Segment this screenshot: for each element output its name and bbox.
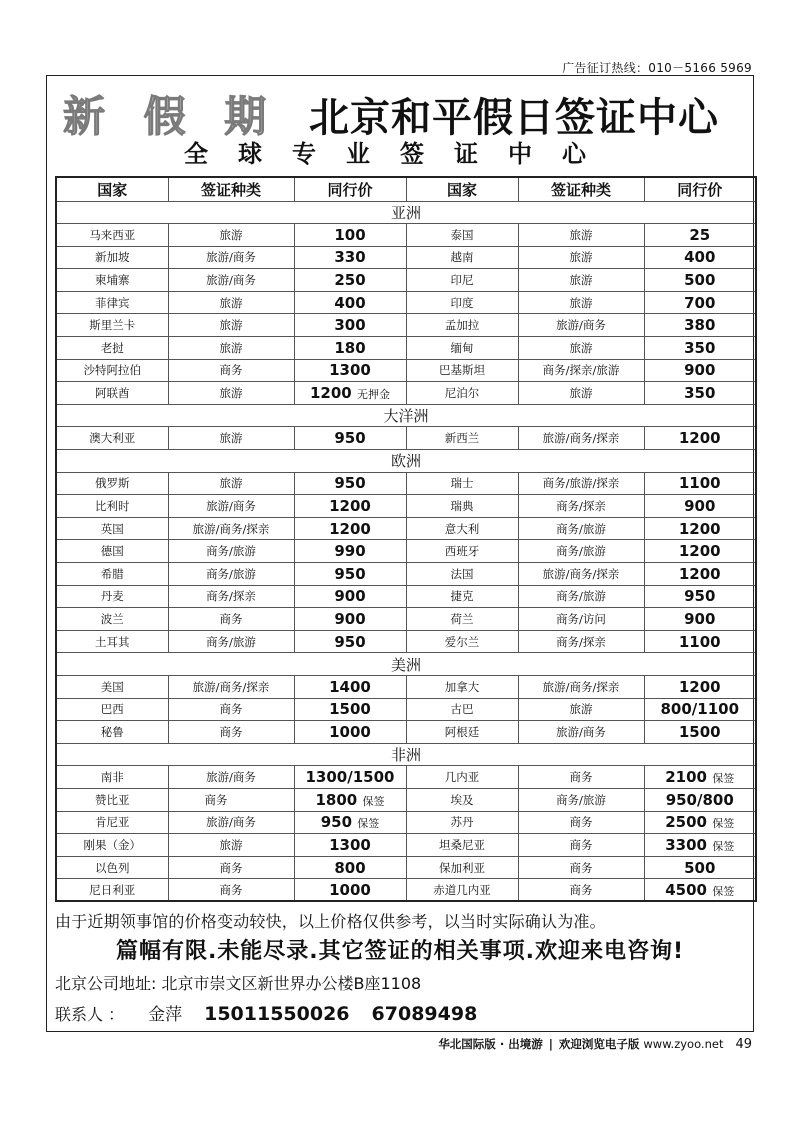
advertisement-frame bbox=[46, 75, 754, 1032]
visa-type-cell: 旅游 bbox=[518, 698, 644, 721]
visa-type-cell: 商务/旅游 bbox=[518, 585, 644, 608]
price-cell bbox=[644, 517, 756, 540]
price-value: 1500 bbox=[678, 722, 721, 741]
table-row bbox=[56, 788, 756, 811]
price-cell bbox=[644, 585, 756, 608]
country-cell: 印度 bbox=[406, 291, 518, 314]
table-row bbox=[56, 766, 756, 789]
price-value: 3300 bbox=[665, 835, 707, 854]
visa-type-cell: 商务 bbox=[168, 608, 294, 631]
visa-type-cell: 商务 bbox=[168, 788, 294, 811]
country-cell: 巴基斯坦 bbox=[406, 359, 518, 382]
price-cell bbox=[294, 427, 406, 450]
price-value: 4500 bbox=[665, 880, 707, 899]
country-cell: 埃及 bbox=[406, 788, 518, 811]
price-note: 保签 bbox=[712, 839, 735, 853]
country-cell: 英国 bbox=[56, 517, 168, 540]
price-value: 250 bbox=[334, 271, 366, 290]
header-price: 同行价 bbox=[294, 177, 406, 201]
table-row bbox=[56, 291, 756, 314]
price-cell bbox=[294, 314, 406, 337]
price-cell bbox=[294, 766, 406, 789]
visa-type-cell: 商务/旅游 bbox=[518, 788, 644, 811]
price-cell bbox=[644, 879, 756, 902]
visa-type-cell: 旅游/商务 bbox=[168, 811, 294, 834]
visa-type-cell: 旅游 bbox=[168, 224, 294, 247]
country-cell: 捷克 bbox=[406, 585, 518, 608]
table-row bbox=[56, 563, 756, 586]
price-value: 1200 bbox=[678, 519, 721, 538]
region-label: 亚洲 bbox=[56, 201, 756, 224]
table-row bbox=[56, 630, 756, 653]
price-cell bbox=[294, 472, 406, 495]
price-value: 330 bbox=[334, 248, 366, 267]
visa-type-cell: 商务/旅游 bbox=[518, 540, 644, 563]
country-cell: 印尼 bbox=[406, 269, 518, 292]
visa-type-cell: 旅游/商务 bbox=[168, 495, 294, 518]
table-row bbox=[56, 540, 756, 563]
price-value: 2100 bbox=[665, 768, 707, 787]
region-row bbox=[56, 201, 756, 224]
visa-type-cell: 旅游 bbox=[518, 291, 644, 314]
price-cell bbox=[644, 698, 756, 721]
table-row bbox=[56, 269, 756, 292]
price-cell bbox=[644, 721, 756, 744]
price-value: 1200 bbox=[329, 519, 371, 538]
price-value: 1200 bbox=[678, 564, 721, 583]
price-cell bbox=[294, 563, 406, 586]
price-value: 950 bbox=[334, 429, 366, 448]
country-cell: 瑞士 bbox=[406, 472, 518, 495]
region-row bbox=[56, 450, 756, 473]
country-cell: 越南 bbox=[406, 246, 518, 269]
country-cell: 南非 bbox=[56, 766, 168, 789]
country-cell: 意大利 bbox=[406, 517, 518, 540]
visa-type-cell: 旅游 bbox=[518, 337, 644, 360]
country-cell: 老挝 bbox=[56, 337, 168, 360]
price-value: 950/800 bbox=[665, 790, 734, 809]
table-row bbox=[56, 721, 756, 744]
country-cell: 巴西 bbox=[56, 698, 168, 721]
region-label: 大洋洲 bbox=[56, 404, 756, 427]
price-cell bbox=[644, 291, 756, 314]
price-note: 无押金 bbox=[356, 388, 390, 402]
price-value: 900 bbox=[684, 609, 716, 628]
country-cell: 马来西亚 bbox=[56, 224, 168, 247]
price-cell bbox=[294, 879, 406, 902]
table-row bbox=[56, 472, 756, 495]
contact-mobile: 15011550026 bbox=[204, 1003, 350, 1025]
price-value: 1200 bbox=[678, 677, 721, 696]
header-price: 同行价 bbox=[644, 177, 756, 201]
price-cell bbox=[294, 811, 406, 834]
price-value: 900 bbox=[334, 587, 366, 606]
brand-banner bbox=[47, 80, 753, 141]
price-value: 1300/1500 bbox=[305, 768, 395, 787]
price-note: 保签 bbox=[357, 817, 380, 831]
price-value: 700 bbox=[684, 293, 716, 312]
price-cell bbox=[294, 269, 406, 292]
brand-name: 北京和平假日签证中心 bbox=[309, 95, 719, 141]
footer-publication: 华北国际版 · 出境游 bbox=[438, 1037, 543, 1051]
table-row bbox=[56, 698, 756, 721]
price-value: 180 bbox=[334, 338, 366, 357]
visa-type-cell: 商务 bbox=[168, 879, 294, 902]
visa-type-cell: 旅游/商务 bbox=[518, 721, 644, 744]
table-row bbox=[56, 608, 756, 631]
visa-type-cell: 商务 bbox=[168, 721, 294, 744]
contact-label: 联系人 ： bbox=[55, 1005, 125, 1024]
price-cell bbox=[294, 382, 406, 405]
price-cell bbox=[294, 585, 406, 608]
contact-phone: 67089498 bbox=[371, 1003, 478, 1025]
country-cell: 肯尼亚 bbox=[56, 811, 168, 834]
price-cell bbox=[294, 698, 406, 721]
price-cell bbox=[294, 359, 406, 382]
visa-type-cell: 商务/旅游 bbox=[168, 540, 294, 563]
visa-type-cell: 旅游 bbox=[168, 382, 294, 405]
country-cell: 赞比亚 bbox=[56, 788, 168, 811]
footer-site: www.zyoo.net bbox=[643, 1037, 724, 1051]
price-cell bbox=[644, 224, 756, 247]
country-cell: 柬埔寨 bbox=[56, 269, 168, 292]
price-value: 1200 bbox=[310, 384, 352, 403]
price-value: 300 bbox=[334, 316, 366, 335]
region-label: 美洲 bbox=[56, 653, 756, 676]
visa-type-cell: 商务/探亲/旅游 bbox=[518, 359, 644, 382]
price-cell bbox=[294, 630, 406, 653]
country-cell: 沙特阿拉伯 bbox=[56, 359, 168, 382]
country-cell: 阿联酋 bbox=[56, 382, 168, 405]
price-cell bbox=[294, 224, 406, 247]
table-row bbox=[56, 811, 756, 834]
visa-type-cell: 商务 bbox=[168, 698, 294, 721]
visa-type-cell: 商务/探亲 bbox=[518, 630, 644, 653]
country-cell: 缅甸 bbox=[406, 337, 518, 360]
visa-type-cell: 旅游 bbox=[168, 472, 294, 495]
country-cell: 菲律宾 bbox=[56, 291, 168, 314]
price-value: 900 bbox=[684, 497, 716, 516]
country-cell: 荷兰 bbox=[406, 608, 518, 631]
visa-type-cell: 旅游 bbox=[518, 224, 644, 247]
price-cell bbox=[644, 788, 756, 811]
price-value: 500 bbox=[684, 858, 716, 877]
price-cell bbox=[644, 834, 756, 857]
country-cell: 德国 bbox=[56, 540, 168, 563]
visa-type-cell: 旅游 bbox=[168, 834, 294, 857]
visa-type-cell: 旅游/商务/探亲 bbox=[168, 517, 294, 540]
visa-type-cell: 旅游/商务/探亲 bbox=[518, 563, 644, 586]
price-note: 保签 bbox=[712, 884, 735, 898]
header-country: 国家 bbox=[406, 177, 518, 201]
table-row bbox=[56, 246, 756, 269]
region-row bbox=[56, 743, 756, 766]
price-value: 800/1100 bbox=[660, 700, 740, 719]
region-label: 非洲 bbox=[56, 743, 756, 766]
price-value: 500 bbox=[684, 271, 716, 290]
table-row bbox=[56, 585, 756, 608]
price-cell bbox=[644, 472, 756, 495]
visa-type-cell: 旅游/商务/探亲 bbox=[168, 675, 294, 698]
price-value: 25 bbox=[689, 225, 711, 244]
price-cell bbox=[644, 337, 756, 360]
price-cell bbox=[644, 811, 756, 834]
price-value: 400 bbox=[334, 293, 366, 312]
price-cell bbox=[294, 788, 406, 811]
visa-type-cell: 旅游/商务/探亲 bbox=[518, 675, 644, 698]
region-label: 欧洲 bbox=[56, 450, 756, 473]
country-cell: 新西兰 bbox=[406, 427, 518, 450]
country-cell: 秘鲁 bbox=[56, 721, 168, 744]
brand-subtitle: 全球专业签证中心 bbox=[184, 139, 616, 168]
country-cell: 以色列 bbox=[56, 856, 168, 879]
price-value: 1200 bbox=[329, 497, 371, 516]
company-address: 北京公司地址: 北京市崇文区新世界办公楼B座1108 bbox=[55, 974, 422, 993]
price-cell bbox=[644, 246, 756, 269]
contact-row bbox=[55, 1000, 499, 1025]
table-row bbox=[56, 337, 756, 360]
price-cell bbox=[294, 608, 406, 631]
visa-type-cell: 旅游/商务 bbox=[168, 269, 294, 292]
price-cell bbox=[644, 359, 756, 382]
table-row bbox=[56, 856, 756, 879]
country-cell: 赤道几内亚 bbox=[406, 879, 518, 902]
table-row bbox=[56, 382, 756, 405]
visa-type-cell: 旅游/商务 bbox=[168, 246, 294, 269]
visa-type-cell: 商务/探亲 bbox=[168, 585, 294, 608]
country-cell: 波兰 bbox=[56, 608, 168, 631]
price-value: 100 bbox=[334, 225, 366, 244]
price-cell bbox=[294, 540, 406, 563]
visa-type-cell: 商务 bbox=[168, 359, 294, 382]
price-cell bbox=[644, 540, 756, 563]
country-cell: 加拿大 bbox=[406, 675, 518, 698]
price-value: 1100 bbox=[678, 632, 721, 651]
country-cell: 法国 bbox=[406, 563, 518, 586]
table-row bbox=[56, 224, 756, 247]
price-cell bbox=[294, 675, 406, 698]
visa-type-cell: 商务/访问 bbox=[518, 608, 644, 631]
country-cell: 爱尔兰 bbox=[406, 630, 518, 653]
table-row bbox=[56, 495, 756, 518]
visa-price-table bbox=[55, 176, 757, 902]
price-value: 400 bbox=[684, 248, 716, 267]
price-cell bbox=[644, 495, 756, 518]
price-cell bbox=[644, 766, 756, 789]
visa-type-cell: 商务 bbox=[518, 879, 644, 902]
price-value: 2500 bbox=[665, 813, 707, 832]
visa-type-cell: 旅游 bbox=[518, 246, 644, 269]
header-visa-type: 签证种类 bbox=[518, 177, 644, 201]
price-cell bbox=[644, 427, 756, 450]
visa-type-cell: 旅游 bbox=[168, 337, 294, 360]
price-cell bbox=[294, 337, 406, 360]
price-value: 900 bbox=[334, 609, 366, 628]
visa-type-cell: 商务 bbox=[518, 856, 644, 879]
table-row bbox=[56, 879, 756, 902]
price-value: 1000 bbox=[329, 880, 371, 899]
price-cell bbox=[644, 269, 756, 292]
price-value: 1300 bbox=[329, 835, 371, 854]
country-cell: 美国 bbox=[56, 675, 168, 698]
visa-type-cell: 旅游 bbox=[168, 314, 294, 337]
price-cell bbox=[294, 721, 406, 744]
price-cell bbox=[644, 382, 756, 405]
country-cell: 俄罗斯 bbox=[56, 472, 168, 495]
country-cell: 古巴 bbox=[406, 698, 518, 721]
slogan: 篇幅有限.未能尽录.其它签证的相关事项.欢迎来电咨询! bbox=[115, 939, 685, 964]
footer-tagline: 欢迎浏览电子版 bbox=[558, 1037, 640, 1051]
page-number: 49 bbox=[735, 1037, 752, 1052]
visa-type-cell: 旅游 bbox=[518, 382, 644, 405]
table-row bbox=[56, 427, 756, 450]
price-cell bbox=[644, 563, 756, 586]
country-cell: 澳大利亚 bbox=[56, 427, 168, 450]
table-row bbox=[56, 517, 756, 540]
country-cell: 丹麦 bbox=[56, 585, 168, 608]
country-cell: 比利时 bbox=[56, 495, 168, 518]
country-cell: 泰国 bbox=[406, 224, 518, 247]
price-cell bbox=[644, 314, 756, 337]
visa-type-cell: 旅游/商务 bbox=[518, 314, 644, 337]
country-cell: 瑞典 bbox=[406, 495, 518, 518]
visa-table-body bbox=[56, 201, 756, 901]
visa-type-cell: 旅游 bbox=[168, 427, 294, 450]
price-value: 1400 bbox=[329, 677, 371, 696]
country-cell: 苏丹 bbox=[406, 811, 518, 834]
country-cell: 斯里兰卡 bbox=[56, 314, 168, 337]
price-cell bbox=[644, 630, 756, 653]
region-row bbox=[56, 404, 756, 427]
visa-type-cell: 旅游 bbox=[518, 269, 644, 292]
price-value: 950 bbox=[334, 564, 366, 583]
price-cell bbox=[294, 517, 406, 540]
visa-type-cell: 商务 bbox=[518, 834, 644, 857]
visa-type-cell: 商务 bbox=[518, 811, 644, 834]
price-cell bbox=[644, 608, 756, 631]
price-cell bbox=[644, 856, 756, 879]
table-row bbox=[56, 314, 756, 337]
country-cell: 希腊 bbox=[56, 563, 168, 586]
visa-type-cell: 商务/旅游/探亲 bbox=[518, 472, 644, 495]
table-row bbox=[56, 675, 756, 698]
header-visa-type: 签证种类 bbox=[168, 177, 294, 201]
price-value: 1000 bbox=[329, 722, 371, 741]
price-value: 1500 bbox=[329, 700, 371, 719]
price-cell bbox=[294, 856, 406, 879]
price-value: 1300 bbox=[329, 361, 371, 380]
price-value: 1800 bbox=[315, 790, 358, 809]
visa-type-cell: 商务/探亲 bbox=[518, 495, 644, 518]
price-note: 保签 bbox=[712, 772, 735, 786]
country-cell: 尼日利亚 bbox=[56, 879, 168, 902]
price-cell bbox=[294, 834, 406, 857]
visa-type-cell: 旅游/商务 bbox=[168, 766, 294, 789]
country-cell: 新加坡 bbox=[56, 246, 168, 269]
visa-type-cell: 商务/旅游 bbox=[168, 563, 294, 586]
country-cell: 刚果（金） bbox=[56, 834, 168, 857]
price-value: 950 bbox=[334, 632, 366, 651]
table-row bbox=[56, 359, 756, 382]
country-cell: 西班牙 bbox=[406, 540, 518, 563]
country-cell: 几内亚 bbox=[406, 766, 518, 789]
country-cell: 保加利亚 bbox=[406, 856, 518, 879]
contact-name: 金萍 bbox=[148, 1005, 183, 1025]
visa-type-cell: 商务 bbox=[518, 766, 644, 789]
visa-type-cell: 商务 bbox=[168, 856, 294, 879]
visa-type-cell: 商务/旅游 bbox=[168, 630, 294, 653]
table-header-row bbox=[56, 177, 756, 201]
price-note: 保签 bbox=[712, 817, 735, 831]
country-cell: 坦桑尼亚 bbox=[406, 834, 518, 857]
visa-type-cell: 旅游/商务/探亲 bbox=[518, 427, 644, 450]
price-value: 380 bbox=[684, 316, 716, 335]
price-value: 350 bbox=[684, 338, 716, 357]
price-cell bbox=[644, 675, 756, 698]
price-value: 1100 bbox=[678, 474, 721, 493]
price-notice: 由于近期领事馆的价格变动较快，以上价格仅供参考，以当时实际确认为准。 bbox=[55, 912, 606, 931]
price-value: 1200 bbox=[678, 429, 721, 448]
country-cell: 阿根廷 bbox=[406, 721, 518, 744]
visa-type-cell: 旅游 bbox=[168, 291, 294, 314]
brand-prefix: 新 假 期 bbox=[63, 92, 279, 141]
price-value: 990 bbox=[334, 542, 366, 561]
country-cell: 孟加拉 bbox=[406, 314, 518, 337]
price-cell bbox=[294, 246, 406, 269]
price-value: 350 bbox=[684, 384, 716, 403]
price-value: 950 bbox=[320, 813, 353, 832]
price-note: 保签 bbox=[362, 794, 385, 808]
price-value: 950 bbox=[684, 587, 716, 606]
price-value: 900 bbox=[684, 361, 716, 380]
price-cell bbox=[294, 291, 406, 314]
table-row bbox=[56, 834, 756, 857]
price-value: 800 bbox=[334, 858, 366, 877]
price-value: 950 bbox=[334, 474, 366, 493]
hotline: 广告征订热线：010－5166 5969 bbox=[562, 61, 752, 75]
page-footer bbox=[438, 1036, 752, 1052]
footer-separator: | bbox=[548, 1037, 553, 1051]
country-cell: 尼泊尔 bbox=[406, 382, 518, 405]
price-cell bbox=[294, 495, 406, 518]
visa-type-cell: 商务/旅游 bbox=[518, 517, 644, 540]
region-row bbox=[56, 653, 756, 676]
header-country: 国家 bbox=[56, 177, 168, 201]
price-value: 1200 bbox=[678, 542, 721, 561]
country-cell: 土耳其 bbox=[56, 630, 168, 653]
